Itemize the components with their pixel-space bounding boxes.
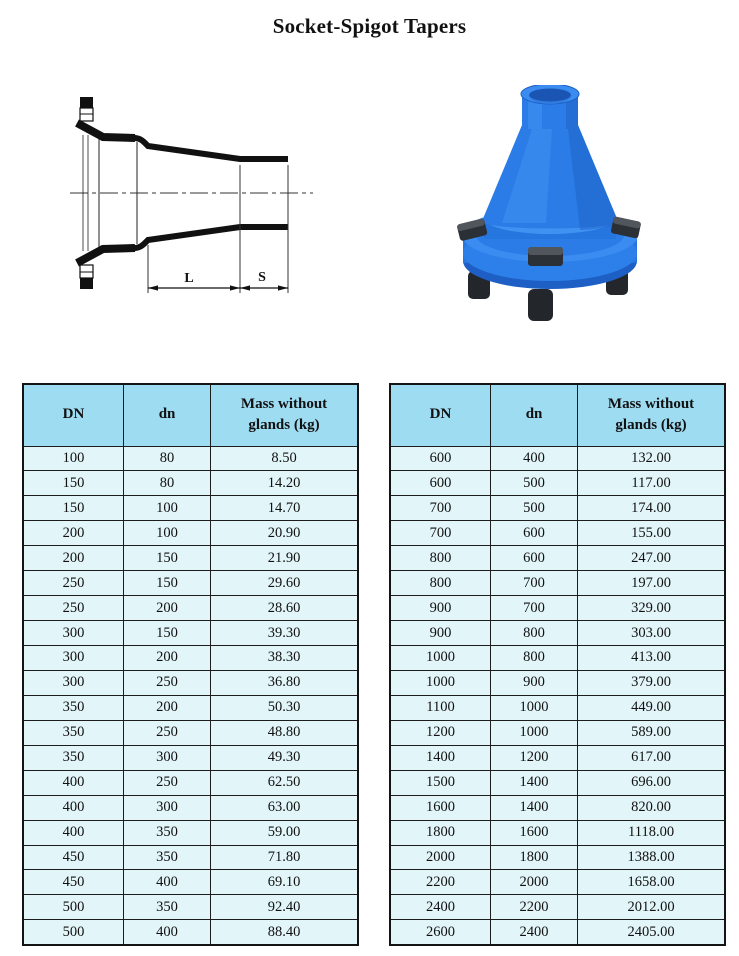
col-header-dn-small: dn: [124, 384, 211, 446]
table-cell: 600: [390, 446, 491, 471]
table-cell: 250: [124, 720, 211, 745]
table-cell: 696.00: [578, 770, 725, 795]
table-cell: 379.00: [578, 670, 725, 695]
table-cell: 63.00: [211, 795, 358, 820]
table-cell: 1600: [390, 795, 491, 820]
table-cell: 200: [124, 695, 211, 720]
table-cell: 450: [23, 845, 124, 870]
table-cell: 617.00: [578, 745, 725, 770]
bore-opening: [529, 89, 571, 102]
table-cell: 400: [23, 770, 124, 795]
table-cell: 1400: [491, 795, 578, 820]
taper-mass-table-right: [389, 383, 726, 946]
table-row: [390, 770, 725, 795]
table-cell: 80: [124, 446, 211, 471]
col-header-dn: DN: [23, 384, 124, 446]
table-cell: 100: [124, 521, 211, 546]
table-cell: 1200: [390, 720, 491, 745]
table-cell: 197.00: [578, 571, 725, 596]
table-row: [23, 845, 358, 870]
table-cell: 600: [491, 546, 578, 571]
table-row: [390, 471, 725, 496]
table-row: [23, 621, 358, 646]
header-row: [23, 384, 358, 446]
table-cell: 59.00: [211, 820, 358, 845]
table-cell: 250: [124, 670, 211, 695]
table-cell: 300: [124, 745, 211, 770]
table-cell: 1100: [390, 695, 491, 720]
socket-lip-bottom: [80, 278, 93, 289]
table-cell: 450: [23, 870, 124, 895]
table-cell: 71.80: [211, 845, 358, 870]
table-cell: 250: [23, 571, 124, 596]
col-header-dn: DN: [390, 384, 491, 446]
table-cell: 700: [390, 496, 491, 521]
table-cell: 1400: [491, 770, 578, 795]
table-row: [23, 546, 358, 571]
table-row: [390, 496, 725, 521]
table-row: [390, 446, 725, 471]
table-cell: 150: [23, 496, 124, 521]
table-row: [390, 870, 725, 895]
col-header-mass: Mass without glands (kg): [211, 384, 358, 446]
table-row: [23, 795, 358, 820]
table-cell: 1000: [491, 695, 578, 720]
table-cell: 500: [491, 471, 578, 496]
taper-mass-table-left: [22, 383, 359, 946]
table-cell: 2200: [491, 895, 578, 920]
table-row: [23, 895, 358, 920]
table-row: [390, 820, 725, 845]
table-cell: 1400: [390, 745, 491, 770]
table-cell: 2400: [390, 895, 491, 920]
table-cell: 800: [390, 571, 491, 596]
table-cell: 400: [124, 920, 211, 945]
table-cell: 500: [23, 920, 124, 945]
table-cell: 350: [23, 745, 124, 770]
table-cell: 14.20: [211, 471, 358, 496]
page-title: Socket-Spigot Tapers: [272, 14, 467, 38]
table-cell: 350: [23, 695, 124, 720]
table-row: [390, 646, 725, 671]
table-cell: 20.90: [211, 521, 358, 546]
table-cell: 600: [491, 521, 578, 546]
table-cell: 700: [491, 596, 578, 621]
table-cell: 29.60: [211, 571, 358, 596]
table-cell: 900: [491, 670, 578, 695]
table-cell: 500: [491, 496, 578, 521]
table-row: [23, 870, 358, 895]
table-cell: 69.10: [211, 870, 358, 895]
taper-product-image: [440, 85, 660, 325]
table-cell: 303.00: [578, 621, 725, 646]
table-cell: 350: [124, 820, 211, 845]
table-cell: 36.80: [211, 670, 358, 695]
table-cell: 250: [124, 770, 211, 795]
table-cell: 800: [390, 546, 491, 571]
table-cell: 400: [491, 446, 578, 471]
table-cell: 2400: [491, 920, 578, 945]
foot-center: [528, 289, 553, 321]
taper-section-svg: [55, 85, 355, 315]
table-cell: 1000: [390, 670, 491, 695]
table-cell: 88.40: [211, 920, 358, 945]
table-row: [23, 496, 358, 521]
table-cell: 28.60: [211, 596, 358, 621]
table-cell: 150: [124, 546, 211, 571]
table-row: [390, 895, 725, 920]
table-row: [390, 621, 725, 646]
table-cell: 2000: [491, 870, 578, 895]
table-row: [23, 820, 358, 845]
upper-taper-wall: [134, 138, 288, 159]
table-cell: 39.30: [211, 621, 358, 646]
table-row: [23, 770, 358, 795]
table-cell: 38.30: [211, 646, 358, 671]
table-row: [390, 571, 725, 596]
table-cell: 800: [491, 621, 578, 646]
table-cell: 2600: [390, 920, 491, 945]
table-cell: 300: [23, 621, 124, 646]
table-row: [23, 670, 358, 695]
table-row: [390, 745, 725, 770]
table-cell: 1388.00: [578, 845, 725, 870]
table-cell: 400: [124, 870, 211, 895]
table-cell: 48.80: [211, 720, 358, 745]
dimension-label-S: S: [258, 270, 266, 285]
col-header-mass: Mass without glands (kg): [578, 384, 725, 446]
table-cell: 2000: [390, 845, 491, 870]
header-row: [390, 384, 725, 446]
table-row: [23, 571, 358, 596]
table-cell: 150: [23, 471, 124, 496]
table-cell: 200: [23, 546, 124, 571]
taper-product-svg: [440, 85, 660, 325]
table-cell: 300: [23, 646, 124, 671]
table-cell: 900: [390, 621, 491, 646]
table-cell: 117.00: [578, 471, 725, 496]
table-cell: 300: [23, 670, 124, 695]
table-cell: 400: [23, 820, 124, 845]
table-cell: 1658.00: [578, 870, 725, 895]
table-cell: 92.40: [211, 895, 358, 920]
table-cell: 200: [124, 646, 211, 671]
table-cell: 500: [23, 895, 124, 920]
table-cell: 1000: [491, 720, 578, 745]
table-cell: 1200: [491, 745, 578, 770]
table-cell: 1500: [390, 770, 491, 795]
table-cell: 300: [124, 795, 211, 820]
table-cell: 350: [23, 720, 124, 745]
table-cell: 1118.00: [578, 820, 725, 845]
bolt-front: [528, 247, 563, 266]
table-row: [390, 795, 725, 820]
table-cell: 1000: [390, 646, 491, 671]
table-cell: 250: [23, 596, 124, 621]
table-cell: 8.50: [211, 446, 358, 471]
table-row: [390, 720, 725, 745]
col-header-dn-small: dn: [491, 384, 578, 446]
table-cell: 413.00: [578, 646, 725, 671]
dimension-label-L: L: [184, 271, 194, 286]
table-cell: 589.00: [578, 720, 725, 745]
table-cell: 100: [124, 496, 211, 521]
table-row: [390, 596, 725, 621]
table-row: [390, 695, 725, 720]
table-cell: 62.50: [211, 770, 358, 795]
table-cell: 49.30: [211, 745, 358, 770]
table-cell: 2200: [390, 870, 491, 895]
table-cell: 1600: [491, 820, 578, 845]
table-cell: 150: [124, 571, 211, 596]
table-cell: 350: [124, 845, 211, 870]
table-row: [23, 695, 358, 720]
table-row: [23, 745, 358, 770]
table-row: [390, 670, 725, 695]
table-cell: 21.90: [211, 546, 358, 571]
table-cell: 174.00: [578, 496, 725, 521]
table-cell: 155.00: [578, 521, 725, 546]
table-cell: 247.00: [578, 546, 725, 571]
table-cell: 1800: [390, 820, 491, 845]
taper-technical-drawing: [55, 85, 355, 315]
table-row: [23, 646, 358, 671]
table-cell: 2012.00: [578, 895, 725, 920]
table-cell: 200: [124, 596, 211, 621]
table-cell: 132.00: [578, 446, 725, 471]
table-cell: 100: [23, 446, 124, 471]
lower-taper-wall: [134, 227, 288, 248]
table-cell: 700: [390, 521, 491, 546]
table-cell: 200: [23, 521, 124, 546]
table-cell: 329.00: [578, 596, 725, 621]
table-cell: 800: [491, 646, 578, 671]
table-cell: 50.30: [211, 695, 358, 720]
table-cell: 1800: [491, 845, 578, 870]
table-cell: 2405.00: [578, 920, 725, 945]
table-row: [390, 546, 725, 571]
table-cell: 700: [491, 571, 578, 596]
table-cell: 14.70: [211, 496, 358, 521]
table-row: [23, 596, 358, 621]
table-row: [23, 720, 358, 745]
table-cell: 400: [23, 795, 124, 820]
socket-lip-top: [80, 97, 93, 108]
table-cell: 80: [124, 471, 211, 496]
table-row: [390, 521, 725, 546]
table-cell: 820.00: [578, 795, 725, 820]
table-cell: 900: [390, 596, 491, 621]
table-cell: 449.00: [578, 695, 725, 720]
table-row: [23, 920, 358, 945]
lower-flange-wall: [77, 248, 135, 263]
table-cell: 350: [124, 895, 211, 920]
table-row: [23, 521, 358, 546]
table-cell: 600: [390, 471, 491, 496]
table-cell: 150: [124, 621, 211, 646]
table-row: [390, 920, 725, 945]
table-row: [23, 446, 358, 471]
table-row: [23, 471, 358, 496]
upper-flange-wall: [77, 123, 135, 138]
table-row: [390, 845, 725, 870]
